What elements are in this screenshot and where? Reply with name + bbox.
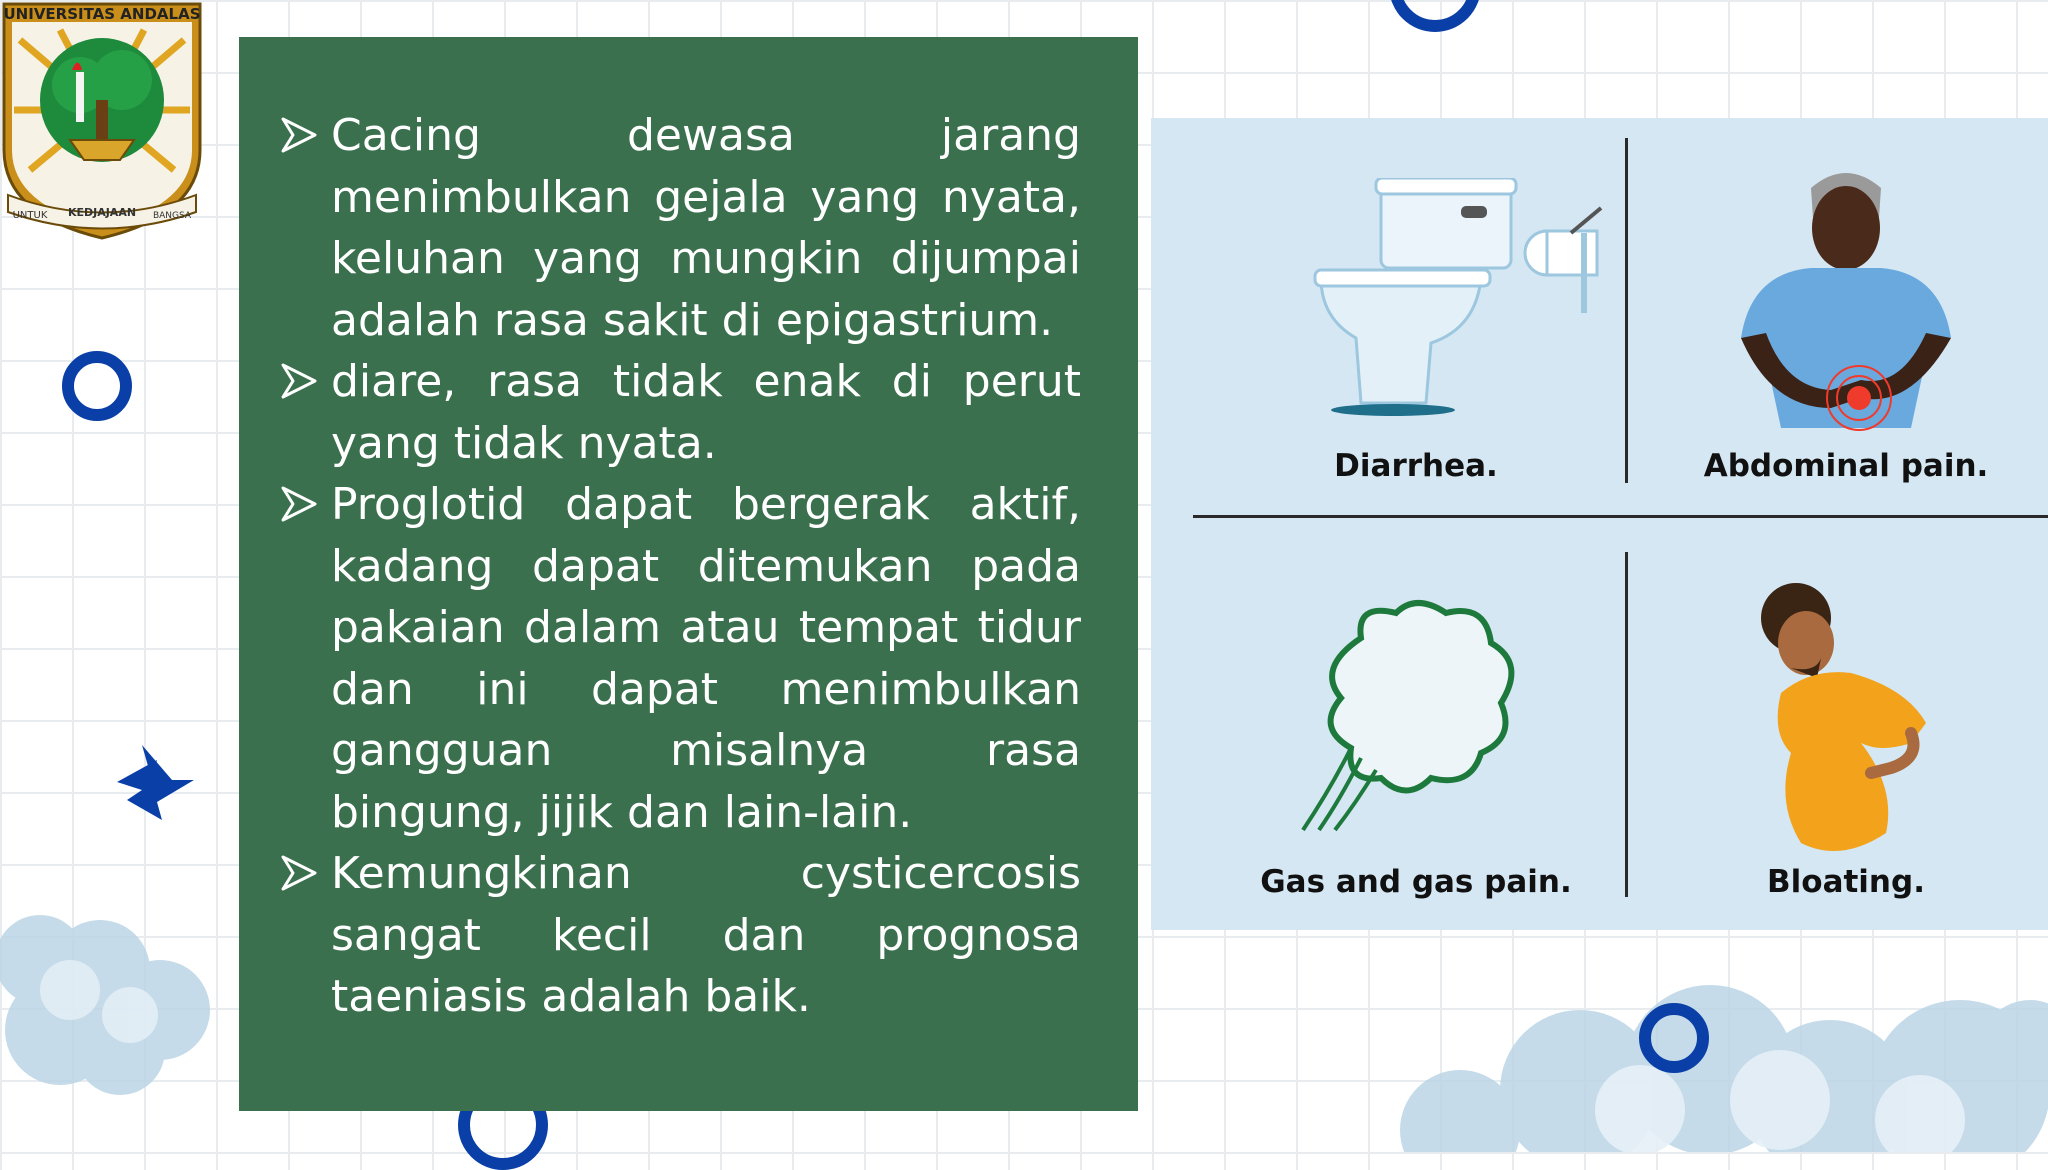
abdominal-pain-person-icon bbox=[1711, 158, 1981, 448]
ring-decoration-right bbox=[1639, 1003, 1709, 1073]
bullet-item bbox=[281, 105, 1081, 351]
arrow-bullet-icon bbox=[281, 484, 317, 524]
cloud-decoration-right bbox=[1380, 980, 2048, 1152]
toilet-icon bbox=[1301, 178, 1731, 418]
label-gas-pain: Gas and gas pain. bbox=[1260, 864, 1572, 900]
arrow-bullet-icon bbox=[281, 853, 317, 893]
horizontal-divider bbox=[1193, 515, 2048, 518]
bullet-item bbox=[281, 474, 1081, 843]
logo-ribbon-center: KEDJAJAAN bbox=[67, 206, 137, 219]
symptom-illustration-panel bbox=[1151, 118, 2048, 930]
bullet-text: Proglotid dapat bergerak aktif, kadang dapat ditemukan pada pakaian dalam atau tempat tidur dan ini dapat menimbulkan gangguan misalnya rasa bingung, jijik dan lain-lain. bbox=[331, 479, 1081, 838]
bullet-text: Kemungkinan cysticercosis sangat kecil dan prognosa taeniasis adalah baik. bbox=[331, 848, 1081, 1022]
label-diarrhea: Diarrhea. bbox=[1334, 448, 1498, 484]
label-abdominal-pain: Abdominal pain. bbox=[1703, 448, 1989, 484]
ring-decoration-left bbox=[62, 351, 132, 421]
arrow-bullet-icon bbox=[281, 361, 317, 401]
bullet-item bbox=[281, 843, 1081, 1028]
logo-top-text: UNIVERSITAS ANDALAS bbox=[3, 5, 201, 23]
bullet-text: Cacing dewasa jarang menimbulkan gejala yang nyata, keluhan yang mungkin dijumpai adalah rasa sakit di epigastrium. bbox=[331, 110, 1081, 346]
vertical-divider-bottom bbox=[1625, 552, 1628, 897]
logo-ribbon-left: UNTUK bbox=[12, 210, 48, 221]
text-panel bbox=[239, 37, 1138, 1111]
logo-ribbon-right: BANGSA bbox=[152, 211, 192, 221]
arrow-bullet-icon bbox=[281, 115, 317, 155]
bullet-text: diare, rasa tidak enak di perut yang tidak nyata. bbox=[331, 356, 1081, 469]
ring-decoration-top bbox=[1389, 0, 1481, 32]
gas-cloud-icon bbox=[1301, 598, 1531, 838]
cloud-decoration-left bbox=[0, 900, 230, 1100]
zigzag-decoration bbox=[112, 740, 202, 830]
bloating-person-icon bbox=[1721, 573, 1961, 863]
bullet-list bbox=[281, 105, 1081, 1028]
label-bloating: Bloating. bbox=[1767, 864, 1925, 900]
bullet-item bbox=[281, 351, 1081, 474]
university-logo bbox=[0, 0, 205, 242]
